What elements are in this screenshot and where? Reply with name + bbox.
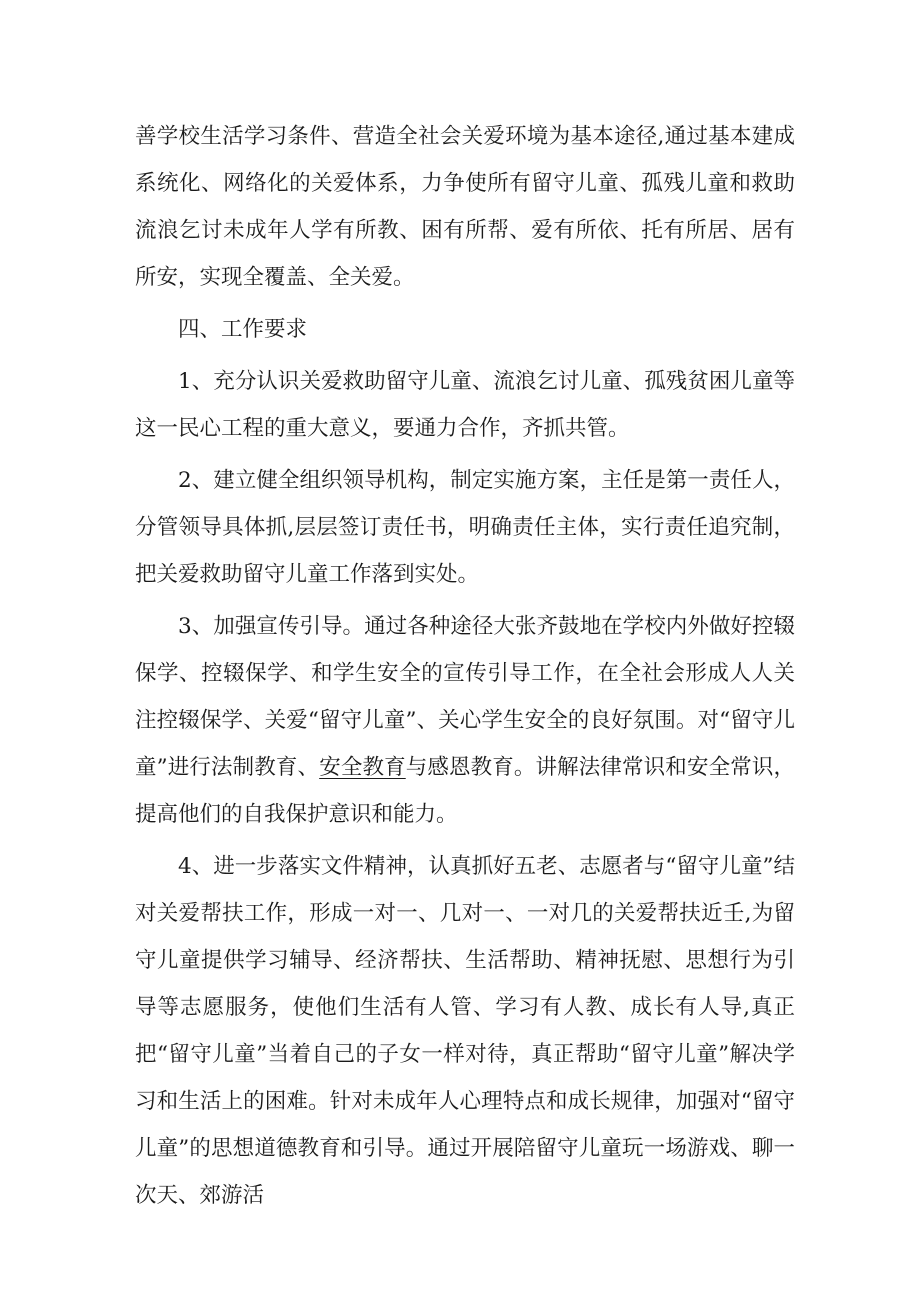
requirement-item-1: 1、充分认识关爱救助留守儿童、流浪乞讨儿童、孤残贫困儿童等这一民心工程的重大意义，要通力合作，齐抓共管。 — [135, 369, 795, 441]
paragraph-continuation: 善学校生活学习条件、营造全社会关爱环境为基本途径,通过基本建成系统化、网络化的关爱体系，力争使所有留守儿童、孤残儿童和救助流浪乞讨未成年人学有所教、困有所帮、爱有所依、托有所居、居有所安，实现全覆盖、全关爱。 — [135, 124, 795, 290]
safety-education-link[interactable]: 安全教育 — [319, 755, 406, 780]
requirement-item-3 — [135, 603, 795, 838]
requirement-item-4: 4、进一步落实文件精神，认真抓好五老、志愿者与“留守儿童”结对关爱帮扶工作，形成一对一、几对一、一对几的关爱帮扶近壬,为留守儿童提供学习辅导、经济帮扶、生活帮助、精神抚慰、思想行为引导等志愿服务，使他们生活有人管、学习有人教、成长有人导,真正把“留守儿童”当着自己的子女一样对待，真正帮助“留守儿童”解决学习和生活上的困难。针对未成年人心理特点和成长规律，加强对“留守儿童”的思想道德教育和引导。通过开展陪留守儿童玩一场游戏、聊一次天、郊游活 — [135, 854, 795, 1208]
item-3-text-before-link: 3、加强宣传引导。通过各种途径大张齐鼓地在学校内外做好控辍保学、控辍保学、和学生安全的宣传引导工作，在全社会形成人人关注控辍保学、关爱“留守儿童”、关心学生安全的良好氛围。对“留守儿童”进行法制教育、 — [135, 614, 795, 780]
requirement-item-2: 2、建立健全组织领导机构，制定实施方案，主任是第一责任人，分管领导具体抓,层层签订责任书，明确责任主体，实行责任追究制，把关爱救助留守儿童工作落到实处。 — [135, 468, 795, 587]
section-heading: 四、工作要求 — [178, 317, 308, 342]
document-body — [135, 113, 795, 1219]
item-3-text-after-link: 与感恩教育。讲解法律常识和安全常识，提高他们的自我保护意识和能力。 — [135, 755, 795, 827]
